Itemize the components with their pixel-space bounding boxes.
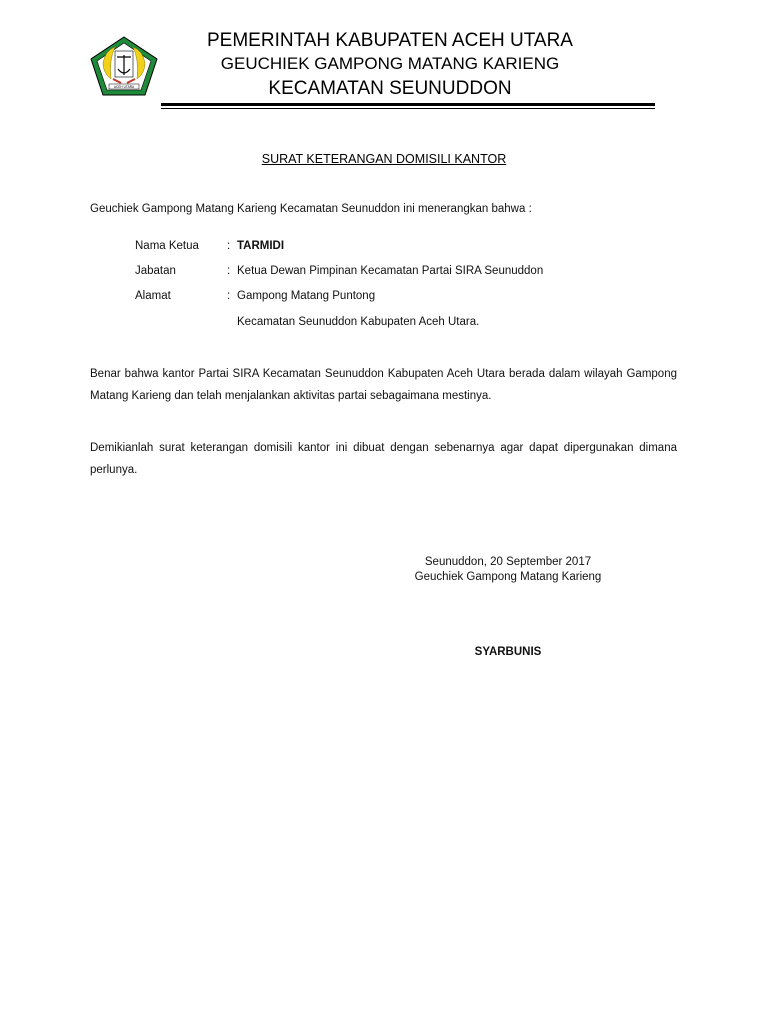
detail-value-alamat: Gampong Matang Puntong [237, 290, 376, 302]
logo-caption: ACEH UTARA [113, 85, 135, 90]
aceh-utara-logo [89, 35, 159, 97]
letterhead-line-3: KECAMATAN SEUNUDDON [268, 78, 512, 99]
letterhead-divider-thick [161, 103, 655, 106]
detail-address-continuation: Kecamatan Seunuddon Kabupaten Aceh Utara. [237, 316, 480, 328]
letterhead-line-2: GEUCHIEK GAMPONG MATANG KARIENG [220, 54, 560, 73]
detail-value-nama: TARMIDI [237, 240, 285, 252]
letter-title: SURAT KETERANGAN DOMISILI KANTOR [261, 152, 507, 166]
detail-colon: : [227, 265, 231, 277]
detail-label-nama: Nama Ketua [135, 240, 199, 252]
detail-value-jabatan: Ketua Dewan Pimpinan Kecamatan Partai SIRA Seunuddon [237, 265, 544, 277]
letterhead-divider-thin [161, 108, 655, 109]
detail-colon: : [227, 240, 231, 252]
signature-name: SYARBUNIS [474, 646, 542, 658]
detail-label-jabatan: Jabatan [135, 265, 176, 277]
intro-text: Geuchiek Gampong Matang Karieng Kecamatan Seunuddon ini menerangkan bahwa : [90, 203, 532, 215]
letterhead-line-1: PEMERINTAH KABUPATEN ACEH UTARA [207, 30, 573, 51]
body-paragraph-1: Benar bahwa kantor Partai SIRA Kecamatan Seunuddon Kabupaten Aceh Utara berada dalam wilayah Gampong Matang Karieng dan telah menjalankan aktivitas partai sebagaimana mestinya. [90, 368, 677, 402]
signature-place-date: Seunuddon, 20 September 2017 [424, 556, 592, 568]
signature-position: Geuchiek Gampong Matang Karieng [414, 571, 602, 583]
body-paragraph-2: Demikianlah surat keterangan domisili kantor ini dibuat dengan sebenarnya agar dapat dipergunakan dimana perlunya. [90, 442, 677, 476]
detail-colon: : [227, 290, 231, 302]
detail-label-alamat: Alamat [135, 290, 171, 302]
